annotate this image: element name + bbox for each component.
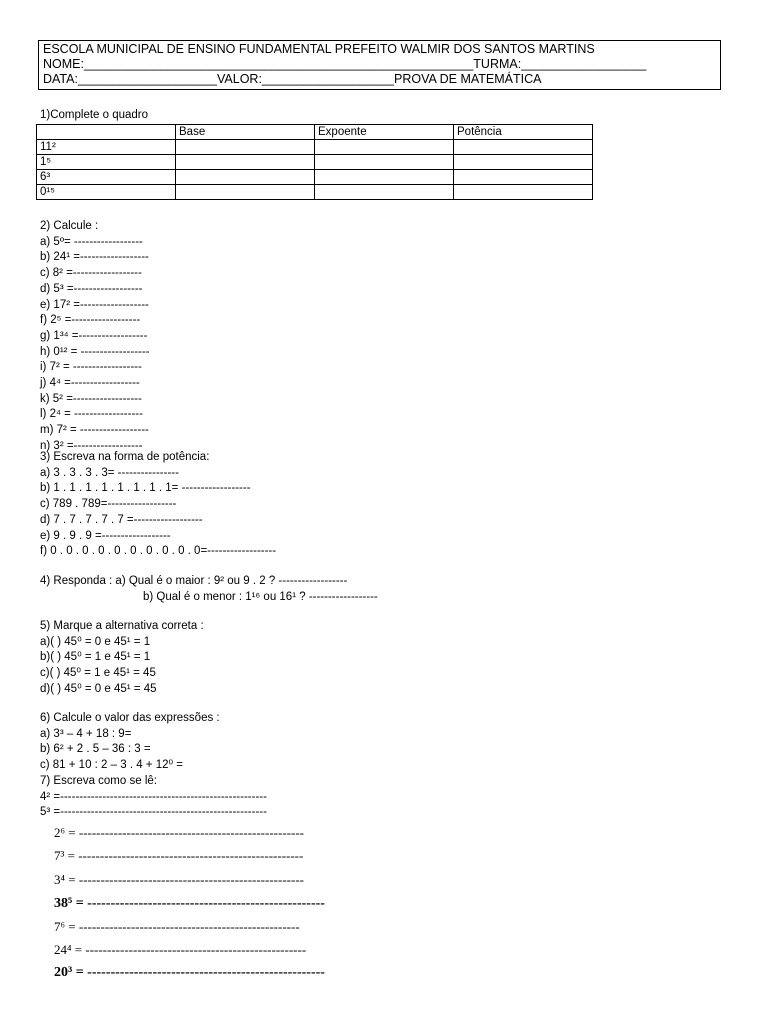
table-row xyxy=(37,155,593,170)
table-header-cell: Potência xyxy=(454,125,593,140)
q7-item: 38⁵ = --------------------------------------------------- xyxy=(54,896,325,911)
q6-item: a) 3³ – 4 + 18 : 9= xyxy=(40,727,132,740)
q2-item: i) 7² = ------------------ xyxy=(40,361,142,374)
q4-line2: b) Qual é o menor : 1¹⁶ ou 16¹ ? ------------------ xyxy=(143,591,378,603)
q1-table xyxy=(36,124,593,200)
q2-block xyxy=(40,219,150,455)
answer-cell[interactable] xyxy=(176,155,315,170)
q6-item: b) 6² + 2 . 5 – 36 : 3 = xyxy=(40,743,151,756)
q3-item: a) 3 . 3 . 3 . 3= ---------------- xyxy=(40,466,179,479)
q5-title: 5) Marque a alternativa correta : xyxy=(40,620,204,632)
answer-cell[interactable] xyxy=(176,185,315,200)
q2-item: c) 8² =------------------ xyxy=(40,267,142,280)
q7-title: 7) Escreva como se lê: xyxy=(40,774,157,787)
q5-option[interactable]: d)( ) 45⁰ = 0 e 45¹ = 45 xyxy=(40,682,157,695)
q7-item: 20³ = --------------------------------------------------- xyxy=(54,965,325,980)
q6-item: c) 81 + 10 : 2 – 3 . 4 + 12⁰ = xyxy=(40,759,184,772)
q2-item: g) 1³⁴ =------------------ xyxy=(40,329,148,342)
q2-item: k) 5² =------------------ xyxy=(40,392,142,405)
q3-item: d) 7 . 7 . 7 . 7 . 7 =------------------ xyxy=(40,513,203,526)
q7-item: 24⁴ = --------------------------------------------------- xyxy=(54,942,307,957)
answer-cell[interactable] xyxy=(454,155,593,170)
q5-block xyxy=(40,619,204,698)
q7-item: 7⁶ = --------------------------------------------------- xyxy=(54,919,300,934)
q3-title: 3) Escreva na forma de potência: xyxy=(40,451,210,463)
table-header-row xyxy=(37,125,593,140)
row-label: 11² xyxy=(37,140,176,155)
row-label: 6³ xyxy=(37,170,176,185)
q5-option[interactable]: c)( ) 45⁰ = 1 e 45¹ = 45 xyxy=(40,667,156,680)
q7-item: 5³ =------------------------------------------------------ xyxy=(40,806,267,819)
q2-item: n) 3² =------------------ xyxy=(40,439,143,452)
name-class-line: NOME:________________________________________________________TURMA:__________________ xyxy=(43,57,647,71)
row-label: 1⁵ xyxy=(37,155,176,170)
q2-item: m) 7² = ------------------ xyxy=(40,424,149,437)
q3-block xyxy=(40,450,276,560)
date-value-title-line: DATA:____________________VALOR:___________________PROVA DE MATEMÁTICA xyxy=(43,72,542,86)
table-row xyxy=(37,185,593,200)
table-header-cell xyxy=(37,125,176,140)
q6-title: 6) Calcule o valor das expressões : xyxy=(40,712,220,724)
q1-title: 1)Complete o quadro xyxy=(40,109,149,121)
q2-item: l) 2⁴ = ------------------ xyxy=(40,408,143,421)
table-row xyxy=(37,170,593,185)
header-box xyxy=(38,40,721,90)
table-header-cell: Base xyxy=(176,125,315,140)
answer-cell[interactable] xyxy=(454,185,593,200)
answer-cell[interactable] xyxy=(454,140,593,155)
q3-item: b) 1 . 1 . 1 . 1 . 1 . 1 . 1 . 1= ------------------ xyxy=(40,482,251,495)
table-header-cell: Expoente xyxy=(315,125,454,140)
q6-block xyxy=(40,711,267,821)
q3-item: c) 789 . 789=------------------ xyxy=(40,498,177,511)
answer-cell[interactable] xyxy=(176,170,315,185)
answer-cell[interactable] xyxy=(315,185,454,200)
q7-item: 7³ = ---------------------------------------------------- xyxy=(54,848,304,863)
answer-cell[interactable] xyxy=(315,170,454,185)
school-name: ESCOLA MUNICIPAL DE ENSINO FUNDAMENTAL PREFEITO WALMIR DOS SANTOS MARTINS xyxy=(43,42,595,56)
q2-title: 2) Calcule : xyxy=(40,220,99,232)
q2-item: f) 2⁵ =------------------ xyxy=(40,314,141,327)
q3-item: e) 9 . 9 . 9 =------------------ xyxy=(40,529,171,542)
row-label: 0¹⁵ xyxy=(37,185,176,200)
q4-line1: 4) Responda : a) Qual é o maior : 9² ou 9 . 2 ? ------------------ xyxy=(40,575,348,587)
q2-item: e) 17² =------------------ xyxy=(40,298,149,311)
answer-cell[interactable] xyxy=(454,170,593,185)
answer-cell[interactable] xyxy=(315,155,454,170)
q7-item: 3⁴ = ---------------------------------------------------- xyxy=(54,872,304,887)
q2-item: b) 24¹ =------------------ xyxy=(40,251,149,264)
table-row xyxy=(37,140,593,155)
q5-option[interactable]: a)( ) 45⁰ = 0 e 45¹ = 1 xyxy=(40,635,151,648)
q3-item: f) 0 . 0 . 0 . 0 . 0 . 0 . 0 . 0 . 0 . 0=------------------ xyxy=(40,545,277,558)
q2-item: j) 4⁴ =------------------ xyxy=(40,377,140,390)
q2-item: d) 5³ =------------------ xyxy=(40,282,143,295)
answer-cell[interactable] xyxy=(315,140,454,155)
q2-item: a) 5º= ------------------ xyxy=(40,235,143,248)
q7-item: 4² =------------------------------------------------------ xyxy=(40,790,267,803)
q2-item: h) 0¹² = ------------------ xyxy=(40,345,150,358)
q7-item: 2⁶ = ---------------------------------------------------- xyxy=(54,825,304,840)
answer-cell[interactable] xyxy=(176,140,315,155)
q5-option[interactable]: b)( ) 45⁰ = 1 e 45¹ = 1 xyxy=(40,651,151,664)
